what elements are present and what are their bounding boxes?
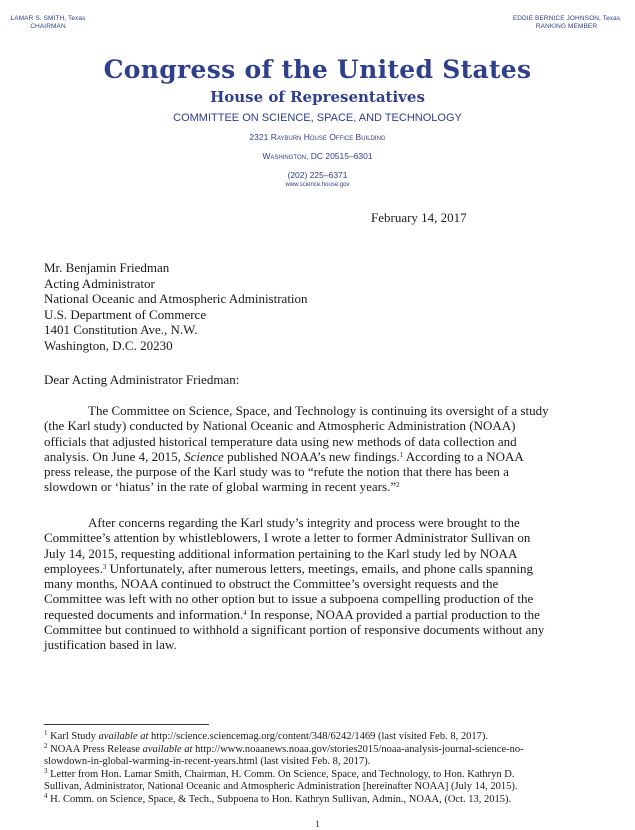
address-line: Washington, D.C. 20230 (44, 337, 173, 353)
paragraph-line: many months, NOAA continued to obstruct the Committee’s oversight requests and the (44, 576, 499, 592)
congress-heading: Congress of the United States (103, 55, 532, 84)
footnote: $^4$ H. Comm. on Science, Space, & Tech., Subpoena to Hon. Kathryn Sullivan, Admin., NOAA, (Oct. 13, 2015). (44, 791, 512, 805)
footnote-ref: 1 (399, 450, 404, 459)
page-number: 1 (315, 819, 320, 829)
recipient-address (44, 260, 308, 353)
address-line: 1401 Constitution Ave., N.W. (44, 322, 198, 337)
footnote: $^1$ Karl Study available at http://science.sciencemag.org/content/348/6242/1469 (last visited Feb. 8, 2017). (44, 729, 488, 742)
ranking-member-title: RANKING MEMBER (535, 23, 598, 30)
committee-name: COMMITTEE ON SCIENCE, SPACE, AND TECHNOLOGY (173, 112, 462, 124)
office-city: Washington, DC 20515–6301 (262, 151, 373, 161)
address-line: National Oceanic and Atmospheric Administration (44, 291, 308, 306)
journal-name: Science (184, 448, 224, 464)
footnotes (44, 731, 614, 806)
paragraph-line: The Committee on Science, Space, and Technology is continuing its oversight of a study (88, 403, 549, 418)
footnote-ref: 4 (243, 608, 247, 617)
address-line: Mr. Benjamin Friedman (44, 260, 170, 275)
paragraph-line: employees.$^3$ Unfortunately, after numerous letters, meetings, emails, and phone calls spanning (44, 560, 533, 576)
paragraph-line: officials that adjusted historical temperature data using new methods of data collection and (44, 433, 517, 449)
chairman-title: CHAIRMAN (30, 23, 66, 30)
footnote-continuation: slowdown-in-global-warming-in-recent-years.html (last visited Feb. 8, 2017). (44, 756, 371, 767)
paragraph-line: July 14, 2015, requesting additional information pertaining to the Karl study led by NOAA (44, 545, 518, 561)
address-line: Acting Administrator (44, 275, 155, 291)
committee-website: www.science.house.gov (285, 182, 350, 188)
paragraph-subpoena (44, 515, 604, 653)
paragraph-line: After concerns regarding the Karl study’s integrity and process were brought to the (88, 515, 520, 530)
office-phone: (202) 225–6371 (287, 170, 348, 180)
chairman-block (2, 15, 94, 31)
paragraph-line: slowdown or ‘hiatus’ in the rate of global warming in recent years.”$^2$ (44, 479, 400, 495)
footnote-ref: 2 (396, 481, 400, 490)
paragraph-line: Committee but continued to withhold a significant portion of responsive documents without any (44, 622, 545, 638)
footnote: $^2$ NOAA Press Release available at http://www.noaanews.noaa.gov/stories2015/noaa-analysis-journal-science-no- (44, 741, 524, 755)
paragraph-line: Committee’s attention by whistleblowers, I wrote a letter to former Administrator Sullivan on (44, 530, 531, 546)
footnote-divider (44, 724, 209, 725)
office-building: 2321 Rayburn House Office Building (249, 132, 386, 142)
footnote: $^3$ Letter from Hon. Lamar Smith, Chairman, H. Comm. On Science, Space, and Technology, to Hon. Kathryn D. (44, 766, 515, 780)
address-line: U.S. Department of Commerce (44, 306, 207, 322)
paragraph-line: analysis. On June 4, 2015, Science published NOAA’s new findings.$^1$ According to a NOAA (44, 448, 524, 464)
paragraph-line: justification based in law. (44, 637, 177, 653)
chairman-name: LAMAR S. SMITH, Texas (10, 15, 86, 22)
salutation: Dear Acting Administrator Friedman: (44, 372, 240, 387)
paragraph-line: (the Karl study) conducted by National Oceanic and Atmospheric Administration (NOAA) (44, 418, 516, 434)
house-heading: House of Representatives (210, 88, 425, 106)
ranking-member-name: EDDIE BERNICE JOHNSON, Texas (512, 15, 621, 22)
paragraph-line: requested documents and information.$^4$ In response, NOAA provided a partial production to the (44, 606, 540, 622)
paragraph-oversight (44, 403, 604, 495)
footnote-ref: 3 (102, 562, 107, 571)
paragraph-line: press release, the purpose of the Karl study was to “refute the notion that there has been a (44, 464, 509, 480)
footnote-continuation: Sullivan, Administrator, National Oceanic and Atmospheric Administration [hereinafter NOAA] (July 14, 2015). (44, 781, 518, 792)
paragraph-line: Committee was left with no other option but to issue a subpoena compelling production of the (44, 591, 534, 607)
letter-date: February 14, 2017 (371, 210, 467, 225)
ranking-member-block (500, 15, 633, 31)
